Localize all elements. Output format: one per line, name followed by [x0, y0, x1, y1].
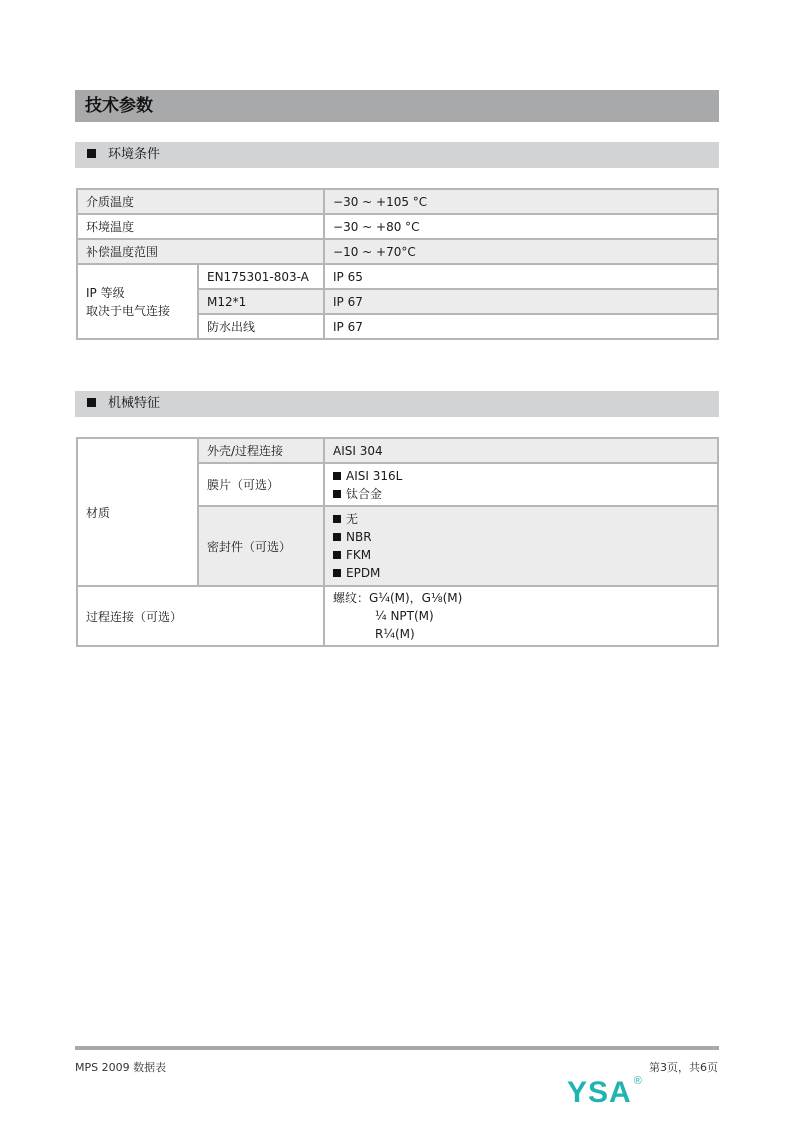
footer-doc-name: MPS 2009 数据表	[75, 1061, 167, 1074]
mechanical-table	[76, 437, 719, 647]
registered-mark-icon: ®	[633, 1075, 643, 1087]
diaphragm-options	[324, 463, 718, 506]
process-connection-label: 过程连接（可选）	[77, 586, 324, 646]
housing-label: 外壳/过程连接	[198, 438, 324, 463]
ip-value: IP 67	[324, 314, 718, 339]
square-bullet-icon	[87, 398, 96, 407]
ip-value: IP 65	[324, 264, 718, 289]
ysa-logo	[567, 1075, 643, 1109]
square-bullet-icon	[333, 472, 341, 480]
footer-page-info: 第3页，共6页	[649, 1061, 718, 1074]
connection-type: EN175301-803-A	[198, 264, 324, 289]
thread-prefix: 螺纹：	[333, 591, 370, 605]
table-row	[77, 438, 718, 463]
row-label: 补偿温度范围	[77, 239, 324, 264]
ip-value: IP 67	[324, 289, 718, 314]
footer-divider	[75, 1046, 719, 1050]
page-title: 技术参数	[75, 90, 719, 122]
seal-label: 密封件（可选）	[198, 506, 324, 586]
thread-line: R¼(M)	[375, 627, 415, 641]
option-item: EPDM	[333, 564, 709, 582]
environment-table	[76, 188, 719, 340]
table-row	[77, 586, 718, 646]
square-bullet-icon	[333, 533, 341, 541]
option-item: 钛合金	[333, 485, 709, 503]
row-label: 介质温度	[77, 189, 324, 214]
connection-type: M12*1	[198, 289, 324, 314]
section-header-mechanical	[75, 391, 719, 417]
row-value: −30 ~ +105 °C	[324, 189, 718, 214]
option-item: AISI 316L	[333, 467, 709, 485]
ip-label-line1: IP 等级	[86, 285, 125, 300]
logo-text: YSA	[567, 1076, 632, 1109]
table-row	[77, 264, 718, 289]
option-item: 无	[333, 510, 709, 528]
row-value: −10 ~ +70°C	[324, 239, 718, 264]
square-bullet-icon	[87, 149, 96, 158]
thread-line: G¼(M)，G⅛(M)	[369, 591, 463, 605]
table-row	[77, 239, 718, 264]
thread-line: ¼ NPT(M)	[375, 609, 434, 623]
section-title: 环境条件	[108, 147, 161, 162]
row-label: 环境温度	[77, 214, 324, 239]
square-bullet-icon	[333, 551, 341, 559]
table-row	[77, 214, 718, 239]
table-row	[77, 189, 718, 214]
process-connection-value	[324, 586, 718, 646]
seal-options	[324, 506, 718, 586]
section-header-environment	[75, 142, 719, 168]
option-item: NBR	[333, 528, 709, 546]
housing-value: AISI 304	[324, 438, 718, 463]
square-bullet-icon	[333, 569, 341, 577]
row-value: −30 ~ +80 °C	[324, 214, 718, 239]
square-bullet-icon	[333, 490, 341, 498]
connection-type: 防水出线	[198, 314, 324, 339]
material-label: 材质	[77, 438, 198, 586]
square-bullet-icon	[333, 515, 341, 523]
diaphragm-label: 膜片（可选）	[198, 463, 324, 506]
ip-label-line2: 取决于电气连接	[86, 303, 171, 318]
ip-rating-label	[77, 264, 198, 339]
option-item: FKM	[333, 546, 709, 564]
section-title: 机械特征	[108, 396, 161, 411]
